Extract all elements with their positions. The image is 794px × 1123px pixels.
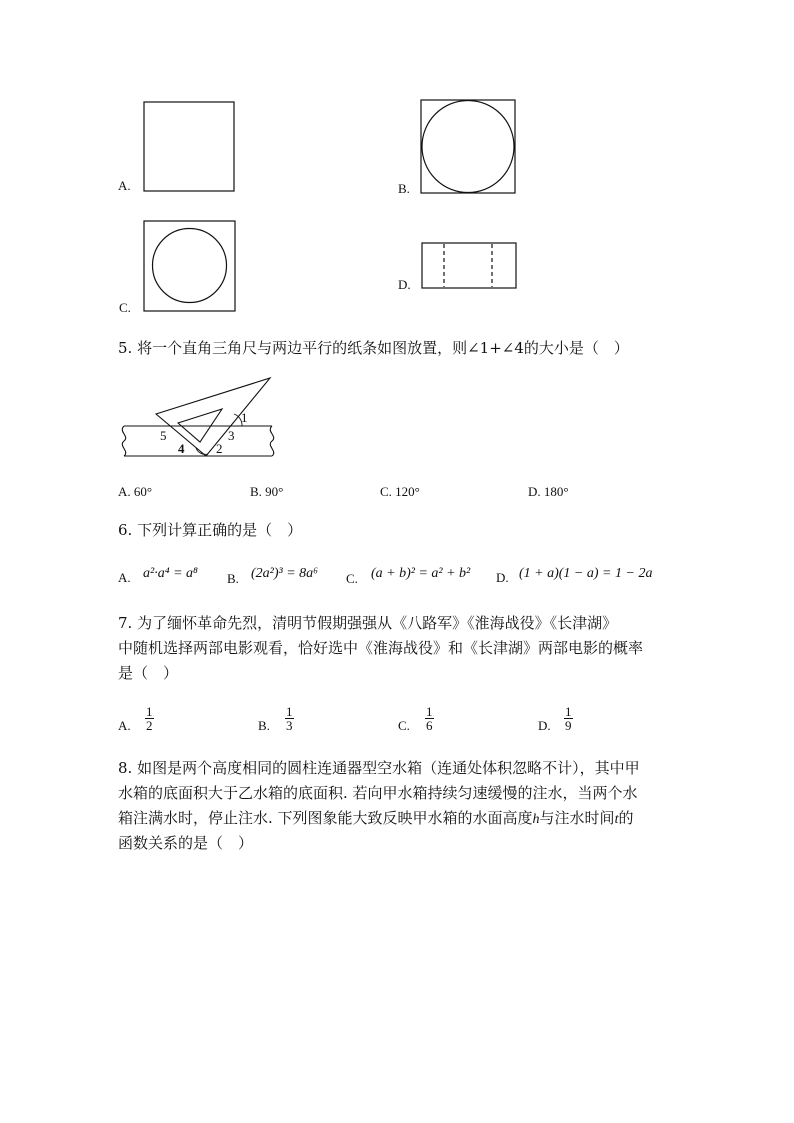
q6-option-b-label: B. xyxy=(227,571,239,586)
q5-option-d: D. 180° xyxy=(528,484,569,499)
q5-option-a: A. 60° xyxy=(118,484,153,499)
question-7-line-1: 7. 为了缅怀革命先烈，清明节假期强强从《八路军》《淮海战役》《长津湖》 xyxy=(118,614,618,632)
q8-line-3-part-a: 箱注满水时，停止注水. 下列图象能大致反映甲水箱的水面高度 xyxy=(118,809,533,827)
rectangle-with-dashed-lines-figure xyxy=(421,242,517,290)
option-b-label: B. xyxy=(398,181,410,196)
q7-option-a-fraction xyxy=(145,705,154,732)
q7-option-d-label: D. xyxy=(538,718,551,733)
q6-option-c-label: C. xyxy=(346,571,358,586)
q8-line-3-part-b: 与注水时间 xyxy=(539,809,615,827)
q6-option-a-label: A. xyxy=(118,570,131,585)
q6-option-d-expr: (1 + a)(1 − a) = 1 − 2a xyxy=(519,566,653,581)
question-8-line-3 xyxy=(118,806,633,832)
q7-option-b-fraction xyxy=(285,705,294,732)
q7-option-b-denominator: 3 xyxy=(286,718,293,733)
q7-option-c-label: C. xyxy=(398,718,410,733)
q7-option-b-numerator: 1 xyxy=(286,704,293,719)
question-5-text: 5. 将一个直角三角尺与两边平行的纸条如图放置，则∠1+∠4的大小是（ ） xyxy=(118,339,629,357)
q6-option-d-label: D. xyxy=(496,570,509,585)
angle-label-5: 5 xyxy=(160,428,167,443)
q5-option-c: C. 120° xyxy=(380,484,420,499)
question-7-line-3: 是（ ） xyxy=(118,664,179,682)
question-8-line-1: 8. 如图是两个高度相同的圆柱连通器型空水箱（连通处体积忽略不计），其中甲 xyxy=(118,759,640,777)
question-6-text: 6. 下列计算正确的是（ ） xyxy=(118,521,303,539)
square-with-small-circle-figure xyxy=(143,220,236,313)
question-7-line-2: 中随机选择两部电影观看，恰好选中《淮海战役》和《长津湖》两部电影的概率 xyxy=(118,639,644,657)
question-8-line-2: 水箱的底面积大于乙水箱的底面积. 若向甲水箱持续匀速缓慢的注水，当两个水 xyxy=(118,784,638,802)
q6-option-b-expr: (2a²)³ = 8a⁶ xyxy=(251,566,319,581)
q8-line-3-part-c: 的 xyxy=(618,809,634,827)
option-a-label: A. xyxy=(118,178,131,193)
angle-label-4: 4 xyxy=(178,441,185,456)
option-d-label: D. xyxy=(398,277,411,292)
q7-option-d-denominator: 9 xyxy=(565,718,572,733)
q8-variable-h: h xyxy=(532,812,540,827)
angle-label-1: 1 xyxy=(241,410,248,425)
q7-option-a-label: A. xyxy=(118,718,131,733)
q7-option-c-fraction xyxy=(425,705,434,732)
q6-option-a-expr: a²·a⁴ = a⁸ xyxy=(143,566,198,581)
angle-label-2: 2 xyxy=(216,441,223,456)
q8-variable-t: t xyxy=(614,812,619,827)
angle-label-3: 3 xyxy=(228,428,235,443)
q7-option-d-fraction xyxy=(564,705,573,732)
q7-option-c-denominator: 6 xyxy=(426,718,433,733)
q7-option-b-label: B. xyxy=(258,718,270,733)
square-figure xyxy=(143,101,235,193)
q7-option-c-numerator: 1 xyxy=(426,704,433,719)
question-8-line-4: 函数关系的是（ ） xyxy=(118,834,254,852)
q7-option-a-denominator: 2 xyxy=(146,718,153,733)
triangle-ruler-on-paper-strip-figure xyxy=(116,376,282,460)
square-with-inscribed-circle-figure xyxy=(420,99,516,195)
option-c-label: C. xyxy=(119,300,131,315)
q6-option-c-expr: (a + b)² = a² + b² xyxy=(371,566,471,581)
q5-option-b: B. 90° xyxy=(250,484,284,499)
q7-option-a-numerator: 1 xyxy=(146,704,153,719)
q7-option-d-numerator: 1 xyxy=(565,704,572,719)
